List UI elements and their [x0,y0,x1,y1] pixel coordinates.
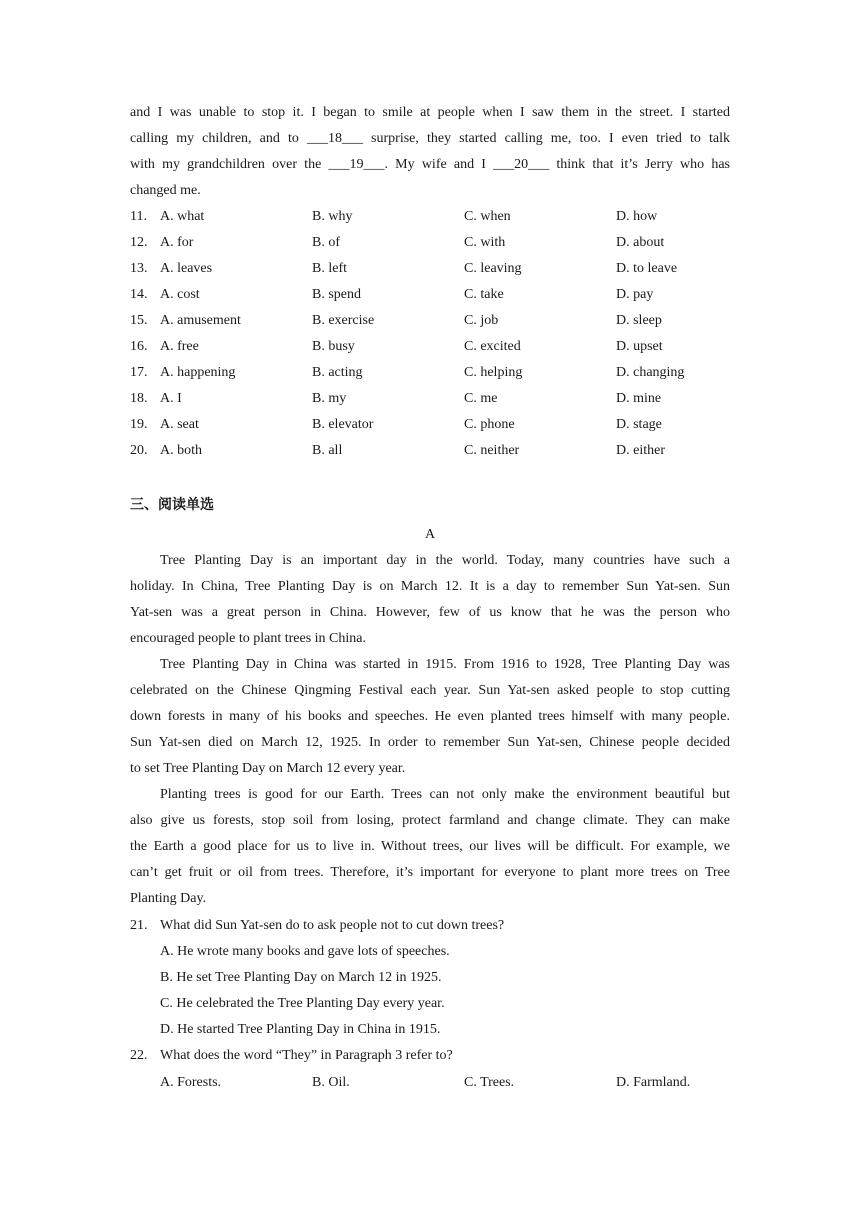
option-a: A. amusement [160,313,241,328]
option-c: C. excited [464,339,521,354]
option-d: D. He started Tree Planting Day in China in 1915. [160,1022,441,1037]
passage-line: encouraged people to plant trees in China. [130,631,366,646]
option-a: A. both [160,443,202,458]
passage-line: the Earth a good place for us to live in. Without trees, our lives will be difficult. For example, we [130,839,730,854]
question-number: 12. [130,235,148,250]
question-number: 13. [130,261,148,276]
option-a: A. I [160,391,182,406]
passage-label: A [424,527,436,542]
option-b: B. why [312,209,353,224]
question-number: 16. [130,339,148,354]
cloze-option-row [130,311,730,331]
question-stem: What does the word “They” in Paragraph 3 refer to? [160,1048,453,1063]
option-a: A. for [160,235,194,250]
option-c: C. Trees. [464,1075,515,1090]
passage-line: can’t get fruit or oil from trees. Therefore, it’s important for everyone to plant more trees on Tree [130,865,730,880]
option-b: B. spend [312,287,361,302]
passage-line: also give us forests, stop soil from losing, protect farmland and change climate. They can make [130,813,730,828]
option-c: C. helping [464,365,523,380]
option-c: C. when [464,209,511,224]
cloze-option-row [130,441,730,461]
passage-line: holiday. In China, Tree Planting Day is on March 12. It is a day to remember Sun Yat-sen. Sun [130,579,730,594]
option-a: A. happening [160,365,236,380]
question-number: 21. [130,918,148,933]
option-d: D. mine [616,391,662,406]
question-number: 19. [130,417,148,432]
option-a: A. leaves [160,261,213,276]
cloze-option-row [130,363,730,383]
passage-line: Planting trees is good for our Earth. Trees can not only make the environment beautiful but [160,787,730,802]
option-b: B. my [312,391,347,406]
option-c: C. leaving [464,261,522,276]
option-c: C. phone [464,417,515,432]
option-c: C. with [464,235,506,250]
question-number: 11. [130,209,147,224]
option-d: D. how [616,209,658,224]
cloze-option-row [130,285,730,305]
question-21 [130,916,730,936]
question-number: 18. [130,391,148,406]
option-b: B. left [312,261,347,276]
question-number: 14. [130,287,148,302]
option-b: B. exercise [312,313,375,328]
option-b: B. Oil. [312,1075,350,1090]
question-number: 20. [130,443,148,458]
cloze-line-1: and I was unable to stop it. I began to smile at people when I saw them in the street. I started [130,105,730,120]
option-a: A. Forests. [160,1075,222,1090]
option-b: B. elevator [312,417,374,432]
option-d: D. either [616,443,665,458]
passage-line: Yat-sen was a great person in China. However, few of us know that he was the person who [130,605,730,620]
cloze-option-row [130,233,730,253]
question-22 [130,1046,730,1066]
question-22-options [130,1073,730,1093]
option-c: C. neither [464,443,520,458]
option-d: D. to leave [616,261,678,276]
passage-line: down forests in many of his books and speeches. He even planted trees himself with many people. [130,709,730,724]
option-a: A. cost [160,287,200,302]
question-number: 15. [130,313,148,328]
passage-line: Tree Planting Day is an important day in the world. Today, many countries have such a [160,553,730,568]
question-number: 17. [130,365,148,380]
cloze-option-row [130,337,730,357]
option-d: D. upset [616,339,663,354]
option-d: D. pay [616,287,654,302]
question-number: 22. [130,1048,148,1063]
option-a: A. He wrote many books and gave lots of speeches. [160,944,450,959]
cloze-option-row [130,259,730,279]
option-d: D. changing [616,365,685,380]
option-c: C. He celebrated the Tree Planting Day every year. [160,996,445,1011]
question-stem: What did Sun Yat-sen do to ask people not to cut down trees? [160,918,505,933]
section-heading: 三、阅读单选 [130,497,214,513]
option-d: D. sleep [616,313,662,328]
option-d: D. about [616,235,665,250]
passage-line: Tree Planting Day in China was started in 1915. From 1916 to 1928, Tree Planting Day was [160,657,730,672]
option-a: A. what [160,209,205,224]
option-c: C. me [464,391,498,406]
cloze-line-2: calling my children, and to ___18___ surprise, they started calling me, too. I even tried to talk [130,131,730,146]
passage-line: celebrated on the Chinese Qingming Festival each year. Sun Yat-sen asked people to stop cutting [130,683,730,698]
passage-line: Planting Day. [130,891,207,906]
option-a: A. free [160,339,199,354]
option-b: B. busy [312,339,355,354]
option-a: A. seat [160,417,199,432]
option-b: B. acting [312,365,363,380]
passage-line: to set Tree Planting Day on March 12 every year. [130,761,406,776]
option-c: C. take [464,287,504,302]
cloze-line-3: with my grandchildren over the ___19___. My wife and I ___20___ think that it’s Jerry who has [130,157,730,172]
cloze-option-row [130,415,730,435]
option-b: B. all [312,443,343,458]
cloze-option-row [130,389,730,409]
option-d: D. Farmland. [616,1075,691,1090]
cloze-option-row [130,207,730,227]
option-d: D. stage [616,417,662,432]
cloze-line-4: changed me. [130,183,201,198]
option-c: C. job [464,313,499,328]
option-b: B. of [312,235,340,250]
option-b: B. He set Tree Planting Day on March 12 in 1925. [160,970,442,985]
passage-line: Sun Yat-sen died on March 12, 1925. In order to remember Sun Yat-sen, Chinese people decided [130,735,730,750]
